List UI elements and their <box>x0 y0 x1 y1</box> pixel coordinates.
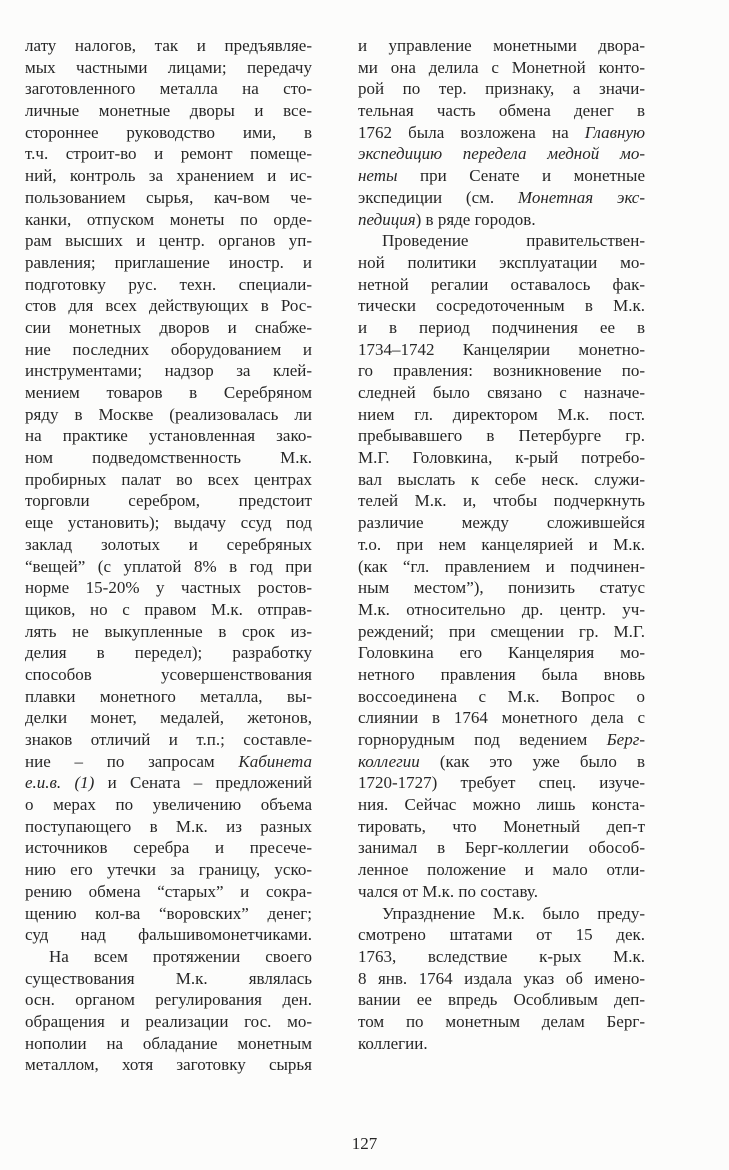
text-segment: ном подведомственность М.к. <box>25 448 312 468</box>
text-segment: нию его утечки за границу, уско- <box>25 860 312 880</box>
text-segment: способов усовершенствования <box>25 664 312 684</box>
text-segment: го правления: возникновение по- <box>358 361 645 381</box>
text-segment: и Сената – предложений <box>94 773 312 793</box>
text-line <box>25 490 312 512</box>
text-line <box>358 252 645 274</box>
italic-reference: неты <box>358 166 398 186</box>
text-line <box>358 122 645 144</box>
text-segment: лять не выкупленные в срок из- <box>25 621 312 641</box>
text-segment: личные монетные дворы и все- <box>25 101 312 121</box>
text-segment: “вещей” (с уплатой 8% в год при <box>25 556 312 576</box>
text-line <box>25 339 312 361</box>
text-line <box>25 642 312 664</box>
text-line <box>358 859 645 881</box>
text-segment: ми она делила с Монетной конто- <box>358 57 645 77</box>
text-line <box>25 295 312 317</box>
text-line <box>358 903 645 925</box>
text-segment: канки, отпуском монеты по орде- <box>25 209 312 229</box>
text-segment: источников серебра и пресече- <box>25 838 312 858</box>
paragraph <box>358 230 645 902</box>
text-line <box>358 534 645 556</box>
text-segment: Головкина его Канцелярия мо- <box>358 643 645 663</box>
text-line <box>358 577 645 599</box>
text-segment: ной политики эксплуатации мо- <box>358 252 645 272</box>
text-segment: 1762 была возложена на <box>358 122 585 142</box>
text-segment: т.ч. строит-во и ремонт помеще- <box>25 144 312 164</box>
text-segment: нетного правления была вновь <box>358 664 645 684</box>
text-segment: М.Г. Головкина, к-рый потребо- <box>358 448 645 468</box>
text-segment: ным местом”), понизить статус <box>358 578 645 598</box>
text-segment: стов для всех действующих в Рос- <box>25 296 312 316</box>
text-segment: еще установить); выдачу ссуд под <box>25 513 312 533</box>
text-segment: ния. Сейчас можно лишь конста- <box>358 795 645 815</box>
text-segment: ) в ряде городов. <box>415 209 536 229</box>
text-segment: пребывавшего в Петербурге гр. <box>358 426 645 446</box>
text-segment: торговли серебром, предстоит <box>25 491 312 511</box>
text-segment: экспедиции (см. <box>358 187 518 207</box>
text-line <box>358 360 645 382</box>
text-line <box>25 1011 312 1033</box>
text-line <box>25 859 312 881</box>
text-line <box>358 57 645 79</box>
text-segment: занимал в Берг-коллегии обособ- <box>358 838 645 858</box>
text-line <box>358 924 645 946</box>
text-line <box>25 274 312 296</box>
text-line <box>25 664 312 686</box>
text-segment: щиков, но с правом М.к. отправ- <box>25 599 312 619</box>
text-line <box>25 360 312 382</box>
text-line <box>358 404 645 426</box>
text-segment: ние последних оборудованием и <box>25 339 312 359</box>
text-line <box>358 751 645 773</box>
text-segment: нием гл. директором М.к. пост. <box>358 404 645 424</box>
text-segment: горнорудным под ведением <box>358 730 607 749</box>
text-line <box>25 556 312 578</box>
text-segment: заготовленного металла на сто- <box>25 79 312 99</box>
italic-reference: Главную <box>584 122 645 142</box>
text-line <box>358 1033 645 1055</box>
text-line <box>25 534 312 556</box>
text-line <box>25 469 312 491</box>
text-segment: плавки монетного металла, вы- <box>25 686 312 706</box>
text-line <box>358 490 645 512</box>
text-line <box>25 729 312 751</box>
text-segment: 8 янв. 1764 издала указ об имено- <box>358 968 645 988</box>
text-segment: сии монетных дворов и снабже- <box>25 317 312 337</box>
text-line <box>25 35 312 57</box>
text-segment: нетной регалии оставалось фак- <box>358 274 645 294</box>
text-segment: знаков отличий и т.п.; составле- <box>25 730 312 749</box>
italic-reference: Берг- <box>606 730 645 749</box>
text-segment: том по монетным делам Берг- <box>358 1011 645 1031</box>
text-segment: телей М.к. и, чтобы подчеркнуть <box>358 491 645 511</box>
text-line <box>358 469 645 491</box>
paragraph <box>358 903 645 1055</box>
text-line <box>25 187 312 209</box>
italic-reference: е.и.в. (1) <box>25 773 95 793</box>
text-line <box>358 230 645 252</box>
text-line <box>25 165 312 187</box>
paragraph <box>25 35 312 946</box>
text-line <box>25 686 312 708</box>
text-line <box>25 599 312 621</box>
text-segment: различие между сложившейся <box>358 513 645 533</box>
text-line <box>358 425 645 447</box>
text-line <box>358 794 645 816</box>
text-segment: тировать, что Монетный деп-т <box>358 816 645 836</box>
text-segment: рой по тер. признаку, а значи- <box>358 79 645 99</box>
text-line <box>25 78 312 100</box>
text-segment: щению кол-ва “воровских” денег; <box>25 903 312 923</box>
text-segment: ний, контроль за хранением и ис- <box>25 166 312 186</box>
text-line <box>358 143 645 165</box>
text-line <box>358 1011 645 1033</box>
italic-reference: Кабинета <box>238 751 312 771</box>
text-line <box>25 881 312 903</box>
text-line <box>25 100 312 122</box>
text-segment: делия в передел); разработку <box>25 643 312 663</box>
text-segment: заклад золотых и серебряных <box>25 534 312 554</box>
text-line <box>358 772 645 794</box>
text-line <box>358 100 645 122</box>
text-segment: На всем протяжении своего <box>49 946 312 966</box>
text-segment: равления; приглашение иностр. и <box>25 252 312 272</box>
italic-reference: экспедицию передела медной мо- <box>358 144 645 164</box>
text-segment: осн. органом регулирования ден. <box>25 990 312 1010</box>
text-segment: вал выслать к себе неск. служи- <box>358 469 645 489</box>
text-line <box>25 794 312 816</box>
text-segment: реждений; при смещении гр. М.Г. <box>358 621 645 641</box>
text-line <box>358 556 645 578</box>
text-segment: на практике установленная зако- <box>25 426 312 446</box>
text-segment: смотрено штатами от 15 дек. <box>358 925 645 945</box>
text-segment: Упразднение М.к. было преду- <box>382 903 645 923</box>
text-segment: пользованием сырья, кач-вом че- <box>25 187 312 207</box>
text-line <box>25 143 312 165</box>
text-line <box>25 404 312 426</box>
text-line <box>25 903 312 925</box>
text-segment: рению обмена “старых” и сокра- <box>25 881 312 901</box>
text-segment: пробирных палат во всех центрах <box>25 469 312 489</box>
text-segment: мых частными лицами; передачу <box>25 57 312 77</box>
text-line <box>358 187 645 209</box>
text-line <box>358 664 645 686</box>
text-line <box>358 274 645 296</box>
text-line <box>358 686 645 708</box>
text-segment: (как “гл. правлением и подчинен- <box>358 556 645 576</box>
text-segment: ние – по запросам <box>25 751 239 771</box>
text-segment: 1720-1727) требует спец. изуче- <box>358 773 645 793</box>
text-line <box>358 35 645 57</box>
text-line <box>358 339 645 361</box>
text-line <box>358 816 645 838</box>
text-line <box>358 989 645 1011</box>
text-line <box>358 512 645 534</box>
text-segment: о мерах по увеличению объема <box>25 795 312 815</box>
paragraph <box>358 35 645 230</box>
text-line <box>358 621 645 643</box>
text-line <box>358 295 645 317</box>
text-line <box>25 230 312 252</box>
text-line <box>25 621 312 643</box>
text-segment: т.о. при нем канцелярией и М.к. <box>358 534 645 554</box>
text-segment: лату налогов, так и предъявляе- <box>25 36 312 55</box>
text-segment: обращения и реализации гос. мо- <box>25 1011 312 1031</box>
text-segment: существования М.к. являлась <box>25 968 312 988</box>
text-segment: М.к. относительно др. центр. уч- <box>358 599 645 619</box>
text-line <box>25 968 312 990</box>
text-line <box>25 209 312 231</box>
text-line <box>358 881 645 903</box>
text-segment: и управление монетными двора- <box>358 36 645 55</box>
text-segment: норме 15-20% у частных ростов- <box>25 578 312 598</box>
text-line <box>25 577 312 599</box>
text-segment: и в период подчинения ее в <box>358 317 645 337</box>
text-line <box>25 57 312 79</box>
text-segment: мением товаров в Серебряном <box>25 383 312 402</box>
text-segment: вании ее впредь Особливым деп- <box>358 990 645 1010</box>
text-line <box>358 165 645 187</box>
text-column-right <box>358 35 645 1054</box>
text-segment: суд над фальшивомонетчиками. <box>25 925 312 945</box>
text-segment: воссоединена с М.к. Вопрос о <box>358 686 645 706</box>
text-line <box>25 751 312 773</box>
text-segment: тельная часть обмена денег в <box>358 101 645 121</box>
text-segment: 1763, вследствие к-рых М.к. <box>358 946 645 966</box>
text-line <box>25 382 312 404</box>
text-line <box>358 209 645 231</box>
text-line <box>358 968 645 990</box>
text-segment: ленное положение и мало отли- <box>358 860 645 880</box>
text-segment: подготовку рус. техн. специали- <box>25 274 312 294</box>
italic-reference: коллегии <box>358 751 420 771</box>
text-line <box>358 599 645 621</box>
text-segment: инструментами; надзор за клей- <box>25 361 312 381</box>
text-line <box>358 729 645 751</box>
text-line <box>25 772 312 794</box>
text-line <box>25 512 312 534</box>
text-line <box>358 382 645 404</box>
text-line <box>358 642 645 664</box>
text-line <box>358 946 645 968</box>
text-line <box>25 1054 312 1076</box>
text-line <box>358 78 645 100</box>
text-line <box>25 924 312 946</box>
text-segment: металлом, хотя заготовку сырья <box>25 1055 312 1075</box>
text-line <box>358 317 645 339</box>
text-line <box>25 707 312 729</box>
text-line <box>25 946 312 968</box>
text-line <box>358 447 645 469</box>
text-segment: рам высших и центр. органов уп- <box>25 231 312 251</box>
text-segment: поступающего в М.к. из разных <box>25 816 312 836</box>
paragraph <box>25 946 312 1076</box>
text-segment: (как это уже было в <box>419 751 645 771</box>
italic-reference: педиция <box>358 209 416 229</box>
text-line <box>25 425 312 447</box>
text-line <box>25 816 312 838</box>
text-line <box>25 1033 312 1055</box>
text-segment: коллегии. <box>358 1033 428 1053</box>
text-segment: слиянии в 1764 монетного дела с <box>358 708 645 728</box>
text-segment: тически сосредоточенным в М.к. <box>358 296 645 316</box>
text-segment: ряду в Москве (реализовалась ли <box>25 404 312 424</box>
text-segment: следней было связано с назначе- <box>358 383 645 402</box>
text-line <box>25 122 312 144</box>
text-line <box>25 447 312 469</box>
text-line <box>25 989 312 1011</box>
text-segment: чался от М.к. по составу. <box>358 881 538 901</box>
text-line <box>358 837 645 859</box>
text-segment: делки монет, медалей, жетонов, <box>25 708 312 728</box>
text-line <box>25 317 312 339</box>
text-segment: 1734–1742 Канцелярии монетно- <box>358 339 645 359</box>
text-segment: Проведение правительствен- <box>382 231 645 251</box>
text-line <box>358 707 645 729</box>
page-number: 127 <box>351 1134 378 1153</box>
text-segment: нополии на обладание монетным <box>25 1033 312 1053</box>
text-line <box>25 252 312 274</box>
text-segment: стороннее руководство ими, в <box>25 122 312 142</box>
text-segment: при Сенате и монетные <box>397 166 645 186</box>
text-line <box>25 837 312 859</box>
italic-reference: Монетная экс- <box>517 187 645 207</box>
text-column-left <box>25 35 312 1076</box>
